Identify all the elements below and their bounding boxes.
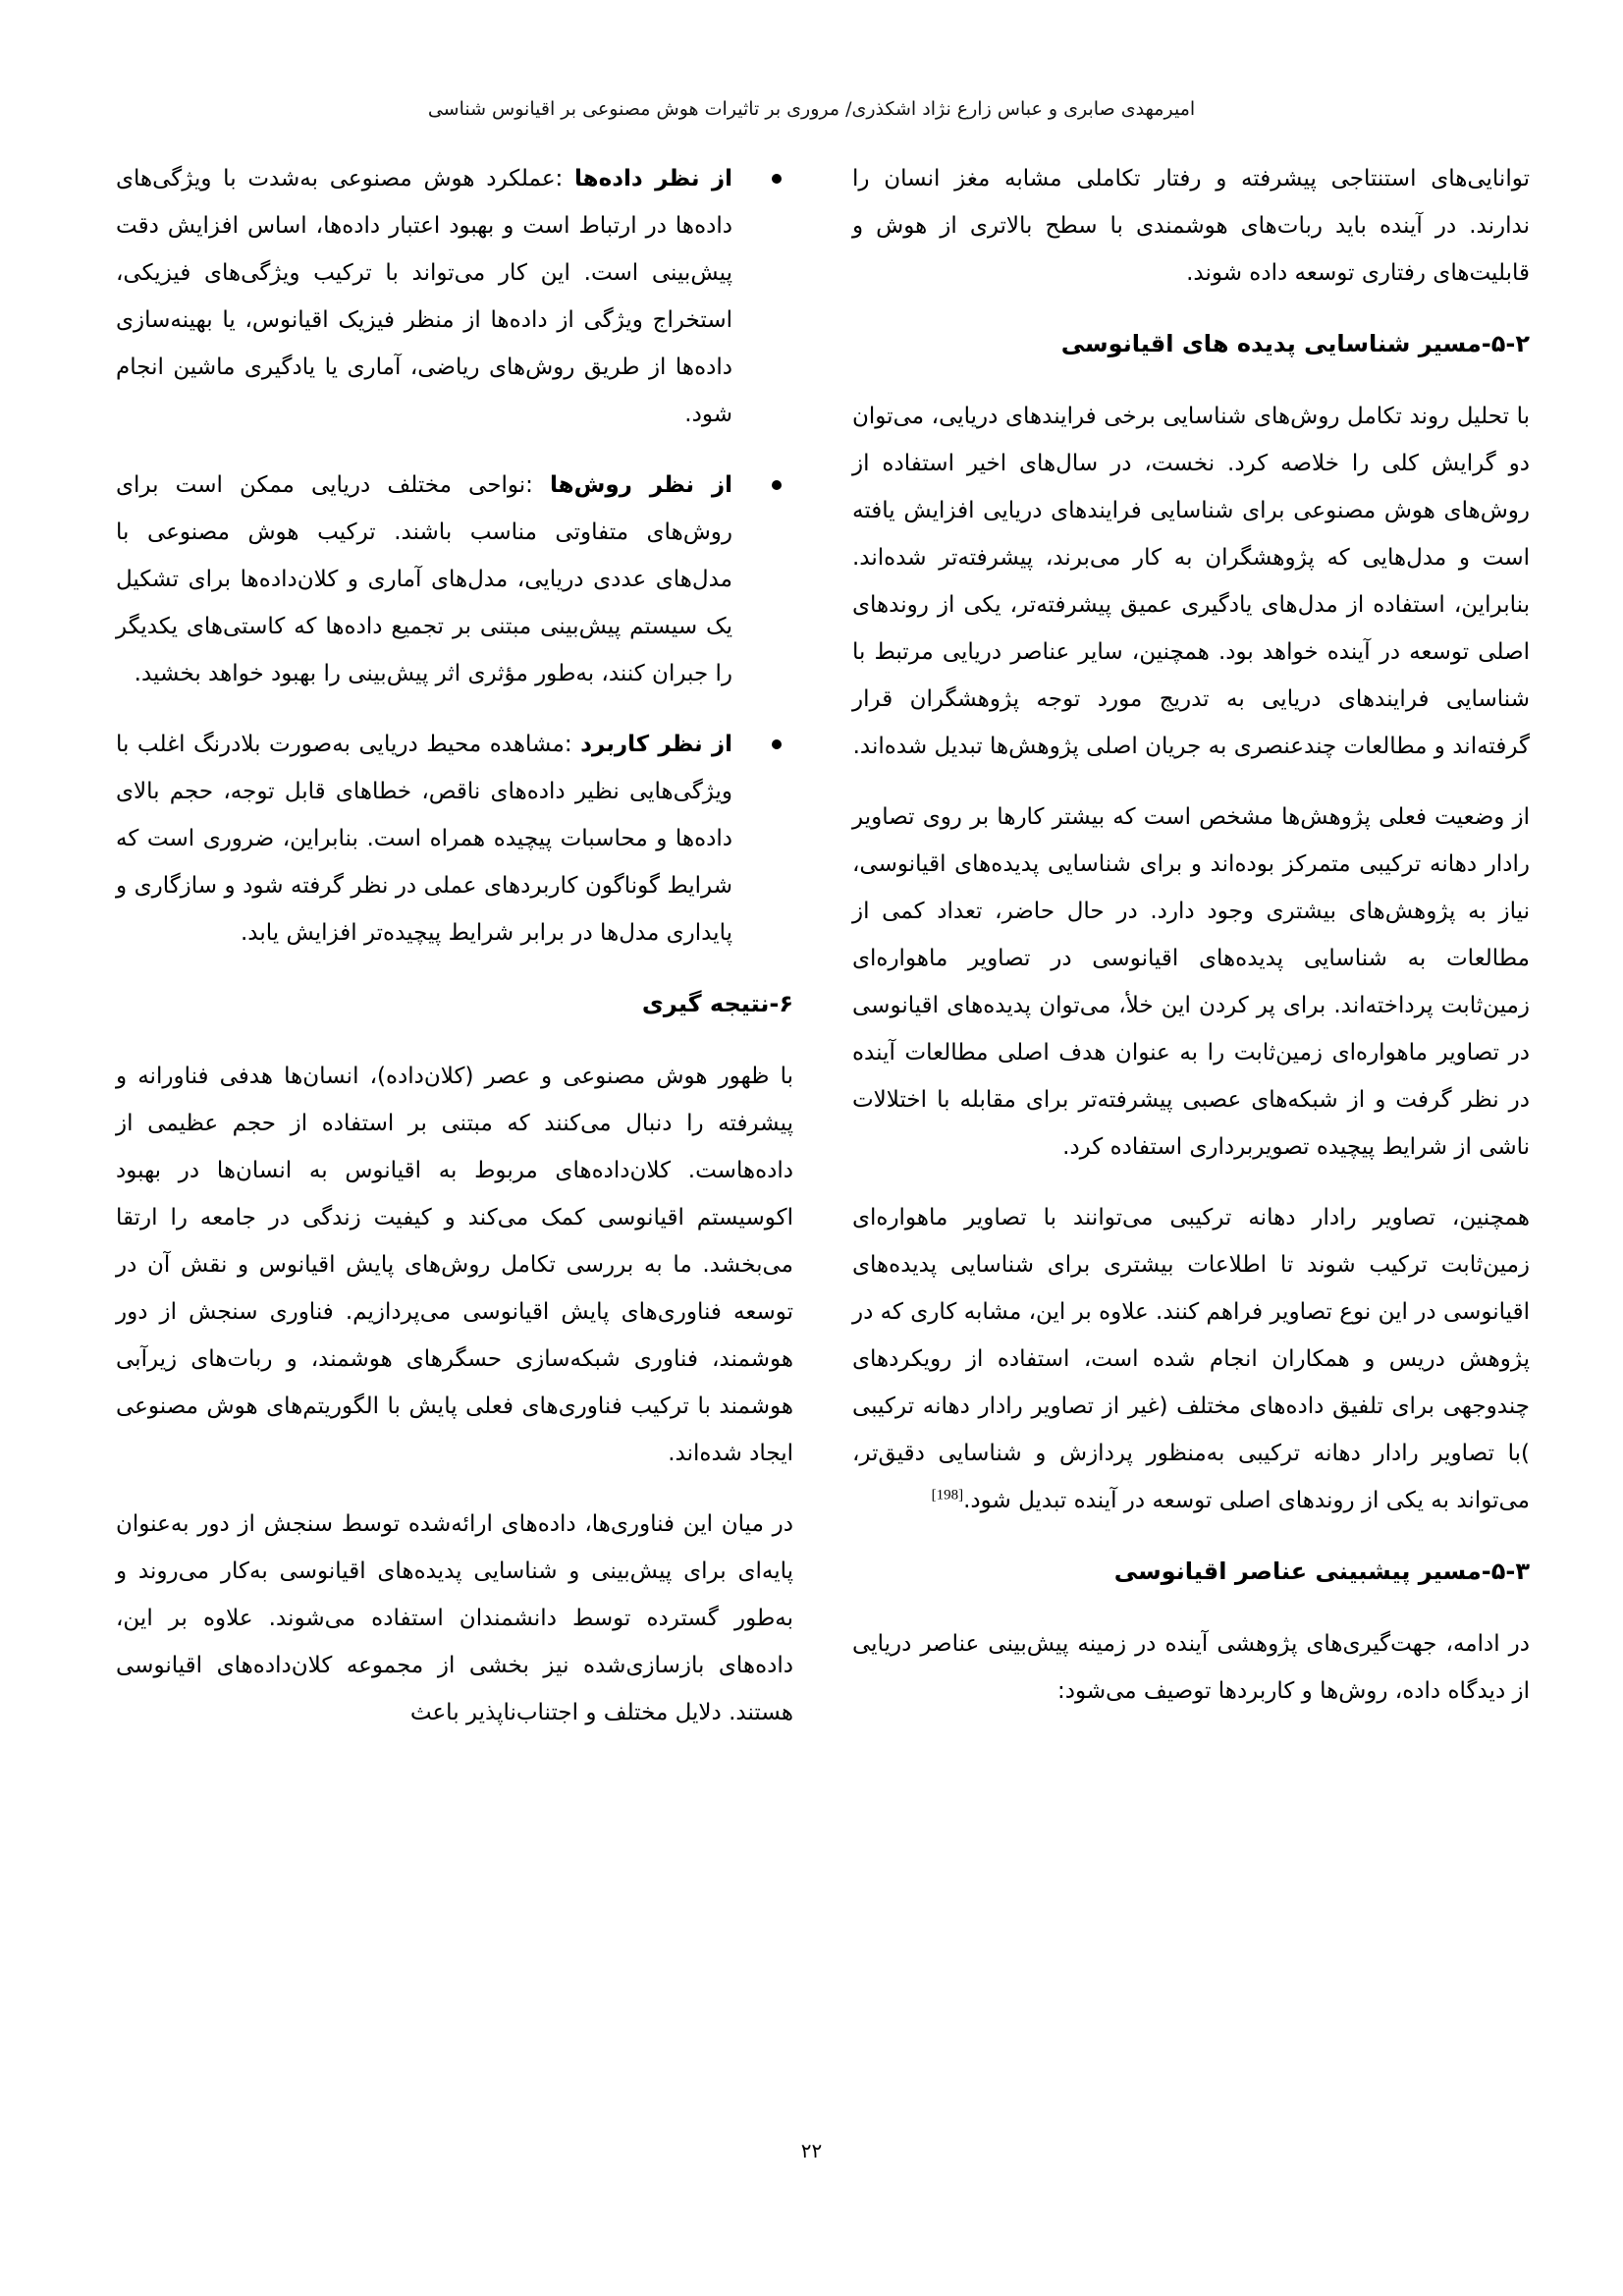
page-number: ۲۲ [800,2139,823,2162]
bullet-icon [772,174,782,184]
bullet-lead: از نظر روش‌ها [550,472,732,498]
section-heading-5-2: ۵-۲-مسیر شناسایی پدیده های اقیانوسی [1060,330,1530,357]
paragraph-text: همچنین، تصاویر رادار دهانه ترکیبی می‌توانند با تصاویر ماهواره‌ای زمین‌ثابت ترکیب شوند تا اطلاعات بیشتری برای شناسایی پدیده‌های اقیانوسی در این نوع تصاویر فراهم کنند. علاوه بر این، مشابه کاری که در پژوهش دریس و همکاران انجام شده است، استفاده از رویکردهای چندوجهی برای تلفیق داده‌های مختلف (غیر از تصاویر رادار دهانه ترکیبی )با تصاویر رادار دهانه ترکیبی به‌منظور پردازش و شناسایی دقیق‌تر، می‌تواند به یکی از روندهای اصلی توسعه در آینده تبدیل شود. [852,1205,1530,1513]
bullet-icon [772,480,782,490]
citation: [198] [931,1487,964,1503]
bullet-text: :نواحی مختلف دریایی ممکن است برای روش‌های متفاوتی مناسب باشند. ترکیب هوش مصنوعی با مدل‌های عددی دریایی، مدل‌های آماری و کلان‌داده‌ها برای تشکیل یک سیستم پیش‌بینی مبتنی بر تجمیع داده‌ها که کاستی‌های یکدیگر را جبران کنند، به‌طور مؤثری اثر پیش‌بینی را بهبود خواهد بخشید. [116,472,732,686]
left-column [116,155,793,1760]
paragraph: با تحلیل روند تکامل روش‌های شناسایی برخی فرایندهای دریایی، می‌توان دو گرایش کلی را خلاصه کرد. نخست، در سال‌های اخیر استفاده از روش‌های هوش مصنوعی برای شناسایی فرایندهای دریایی افزایش یافته است و مدل‌هایی که پژوهشگران به کار می‌برند، پیشرفته‌تر شده‌اند. بنابراین، استفاده از مدل‌های یادگیری عمیق پیشرفته‌تر، یکی از روندهای اصلی توسعه در آینده خواهد بود. همچنین، سایر عناصر دریایی مرتبط با شناسایی فرایندهای دریایی به تدریج مورد توجه پژوهشگران قرار گرفته‌اند و مطالعات چندعنصری به جریان اصلی پژوهش‌ها تبدیل شده‌اند. [852,404,1530,759]
bullet-lead: از نظر کاربرد [580,732,732,757]
paragraph: توانایی‌های استنتاجی پیشرفته و رفتار تکاملی مشابه مغز انسان را ندارند. در آینده باید ربات‌های هوشمندی با سطح بالاتری از هوش و قابلیت‌های رفتاری توسعه داده شوند. [852,166,1530,286]
paragraph [852,1194,1530,1524]
bullet-item-application [116,721,793,957]
bullet-lead: از نظر داده‌ها [574,166,733,191]
paragraph: در میان این فناوری‌ها، داده‌های ارائه‌شده توسط سنجش از دور به‌عنوان پایه‌ای برای پیش‌بینی و شناسایی پدیده‌های اقیانوسی به‌کار می‌روند و به‌طور گسترده توسط دانشمندان استفاده می‌شوند. علاوه بر این، داده‌های بازسازی‌شده نیز بخشی از مجموعه کلان‌داده‌های اقیانوسی هستند. دلایل مختلف و اجتناب‌ناپذیر باعث [116,1511,793,1725]
section-heading-6-conclusion: ۶-نتیجه گیری [641,990,793,1017]
section-heading-5-3: ۵-۳-مسیر پیشبینی عناصر اقیانوسی [1113,1558,1530,1585]
bullet-text: :عملکرد هوش مصنوعی به‌شدت با ویژگی‌های داده‌ها در ارتباط است و بهبود اعتبار داده‌ها، اساس افزایش دقت پیش‌بینی است. این کار می‌تواند با ترکیب ویژگی‌های فیزیکی، استخراج ویژگی از داده‌ها از منظر فیزیک اقیانوس، یا بهینه‌سازی داده‌ها از طریق روش‌های ریاضی، آماری یا یادگیری ماشین انجام شود. [116,166,732,427]
paragraph: با ظهور هوش مصنوعی و عصر (کلان‌داده)، انسان‌ها هدفی فناورانه و پیشرفته را دنبال می‌کنند که مبتنی بر استفاده از حجم عظیمی از داده‌هاست. کلان‌داده‌های مربوط به اقیانوس به انسان‌ها در بهبود اکوسیستم اقیانوسی کمک می‌کند و کیفیت زندگی در جامعه را ارتقا می‌بخشد. ما به بررسی تکامل روش‌های پایش اقیانوس و نقش آن در توسعه فناوری‌های پایش اقیانوسی می‌پردازیم. فناوری سنجش از دور هوشمند، فناوری شبکه‌سازی حسگرهای هوشمند، و ربات‌های زیرآبی هوشمند با ترکیب فناوری‌های فعلی پایش با الگوریتم‌های هوش مصنوعی ایجاد شده‌اند. [116,1064,793,1466]
paragraph: در ادامه، جهت‌گیری‌های پژوهشی آینده در زمینه پیش‌بینی عناصر دریایی از دیدگاه داده، روش‌ها و کاربردها توصیف می‌شود: [852,1631,1530,1704]
bullet-icon [772,739,782,749]
right-column [852,155,1530,1738]
bullet-text: :مشاهده محیط دریایی به‌صورت بلادرنگ اغلب با ویژگی‌هایی نظیر داده‌های ناقص، خطاهای قابل توجه، حجم بالای داده‌ها و محاسبات پیچیده همراه است. بنابراین، ضروری است که شرایط گوناگون کاربردهای عملی در نظر گرفته شود و سازگاری و پایداری مدل‌ها در برابر شرایط پیچیده‌تر افزایش یابد. [116,732,732,946]
bullet-item-data [116,155,793,438]
running-header: امیرمهدی صابری و عباس زارع نژاد اشکذری/ مروری بر تاثیرات هوش مصنوعی بر اقیانوس شناسی [427,98,1196,120]
bullet-item-methods [116,462,793,697]
paragraph: از وضعیت فعلی پژوهش‌ها مشخص است که بیشتر کارها بر روی تصاویر رادار دهانه ترکیبی متمرکز بوده‌اند و برای شناسایی پدیده‌های اقیانوسی، نیاز به پژوهش‌های بیشتری وجود دارد. در حال حاضر، تعداد کمی از مطالعات به شناسایی پدیده‌های اقیانوسی در تصاویر ماهواره‌ای زمین‌ثابت پرداخته‌اند. برای پر کردن این خلأ، می‌توان پدیده‌های اقیانوسی در تصاویر ماهواره‌ای زمین‌ثابت را به عنوان هدف اصلی مطالعات آینده در نظر گرفت و از شبکه‌های عصبی پیشرفته‌تر برای مقابله با اختلالات ناشی از شرایط پیچیده تصویربرداری استفاده کرد. [852,804,1530,1160]
